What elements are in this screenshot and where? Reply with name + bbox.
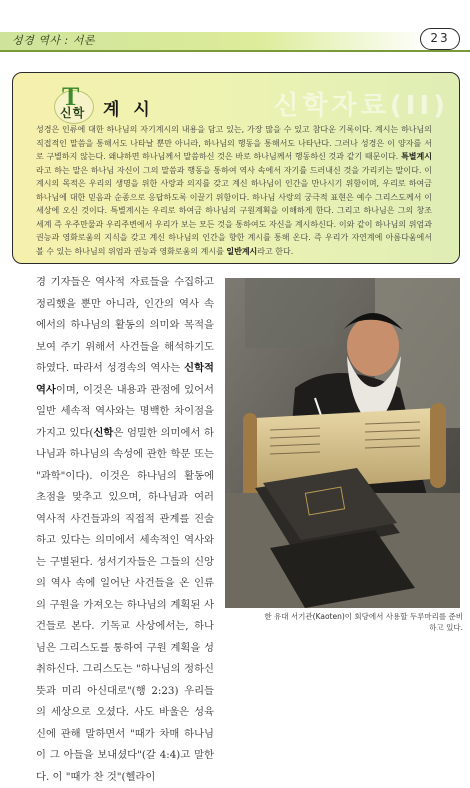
- body-paragraph-term: 신학: [93, 426, 114, 439]
- body-paragraph-text: 이며, 이것은 내용과 관점에 있어서 일반 세속적 역사와는 명백한 차이점을 가지고 있다(: [36, 383, 214, 439]
- body-paragraph: [36, 272, 214, 788]
- body-paragraph-term: 신학적 역사: [36, 362, 214, 396]
- box-watermark-text: 신학자료(II): [273, 91, 449, 121]
- box-paragraph: [36, 123, 432, 258]
- scribe-photo-drawing: [225, 278, 460, 608]
- running-header: [0, 28, 470, 58]
- running-head: 성경 역사 : 서론: [12, 34, 95, 47]
- body-paragraph-text: 경 기자들은 역사적 자료들을 수집하고 정리했을 뿐만 아니라, 인간의 역사 속에서의 하나님의 활동의 의미와 목적을 보여 주기 위해서 사건들을 해석하기도 하였다. 따라서 성경속의 역사는: [36, 276, 214, 374]
- box-paragraph-text: 성경은 인류에 대한 하나님의 자기계시의 내용을 담고 있는, 가장 많을 수 있고 참다운 기록이다. 계시는 하나님의 직접적인 말씀을 통해서도 나타날 뿐만 아니라, 하나님의 행동을 통해서도 나타난다. 그러나 성경은 이 양자를 서로 구별하지 않는다. 왜냐하면 하나님께서 말씀하신 것은 바로 하나님께서 행동하신 것과 같기 때문이다.: [36, 125, 432, 161]
- box-title: 계 시: [103, 100, 154, 120]
- badge-letter: T: [62, 82, 80, 111]
- box-paragraph-text: 라고 한다.: [257, 246, 294, 256]
- photo-caption: 한 유대 서기관(Kaoten)이 회당에서 사용할 두루마리를 준비하고 있다.: [264, 612, 463, 632]
- box-paragraph-text: 라고 하는 말은 하나님 자신이 그의 말씀과 행동을 통하여 역사 속에서 자기를 드러내신 것을 가리키는 말이다. 이 계시의 목적은 우리의 생명을 위한 사랑과 의지를 갖고 계신 하나님이 인간을 만나시기 위함이며, 우리로 하여금 하나님에 대한 믿음과 순종으로 응답하도록 이끌기 위함이다. 하나님 사랑의 궁극적 표현은 예수 그리스도께서 이 세상에 오신 것이다. 특별계시는 우리로 하여금 하나님의 구원계획을 이해하게 한다. 그리고 하나님은 그의 창조 세계 즉 우주만물과 우리주변에서 우리가 보는 모든 것을 통하여도 자신을 계시하신다. 이와 같이 하나님의 위엄과 권능과 영화로움의 지식을 갖고 계신 하나님의 인간을 향한 계시를 통해 온다. 즉 우리가 자연계에 아름다움에서 볼 수 있는 하나님의 위엄과 권능과 영화로움의 계시를: [36, 165, 432, 256]
- theology-badge: [52, 82, 98, 126]
- page-number: 23: [420, 28, 460, 50]
- body-paragraph-text: 은 엄밀한 의미에서 하나님과 하나님의 속성에 관한 학문 또는 "과학"이다). 이것은 하나님의 활동에 초점을 맞추고 있으며, 하나님과 여러 역사적 사건들과의 직접적 관계를 진술하고 있다는 의미에서 세속적인 역사와는 구별된다. 성서기자들은 그들의 신앙의 역사 속에 일어난 사건들을 온 인류의 구원을 가져오는 하나님의 계획된 사건들로 본다. 기독교 사상에서는, 하나님은 그리스도를 통하여 구원 계획을 성취하신다. 그리스도는 "하나님의 정하신 뜻과 미리 아신대로"(행 2:23) 우리들의 세상으로 오셨다. 사도 바울은 성육신에 관해 말하면서 "때가 차매 하나님이 그 아들을 보내셨다"(갈 4:4)고 말한다. 이 "때가 찬 것"(헬라이: [36, 426, 215, 783]
- scribe-photo: [225, 278, 460, 608]
- box-paragraph-term: 특별계시: [401, 152, 432, 161]
- box-paragraph-term: 일반계시: [226, 246, 258, 256]
- badge-label: 신학: [60, 106, 86, 120]
- header-rule: [0, 50, 470, 52]
